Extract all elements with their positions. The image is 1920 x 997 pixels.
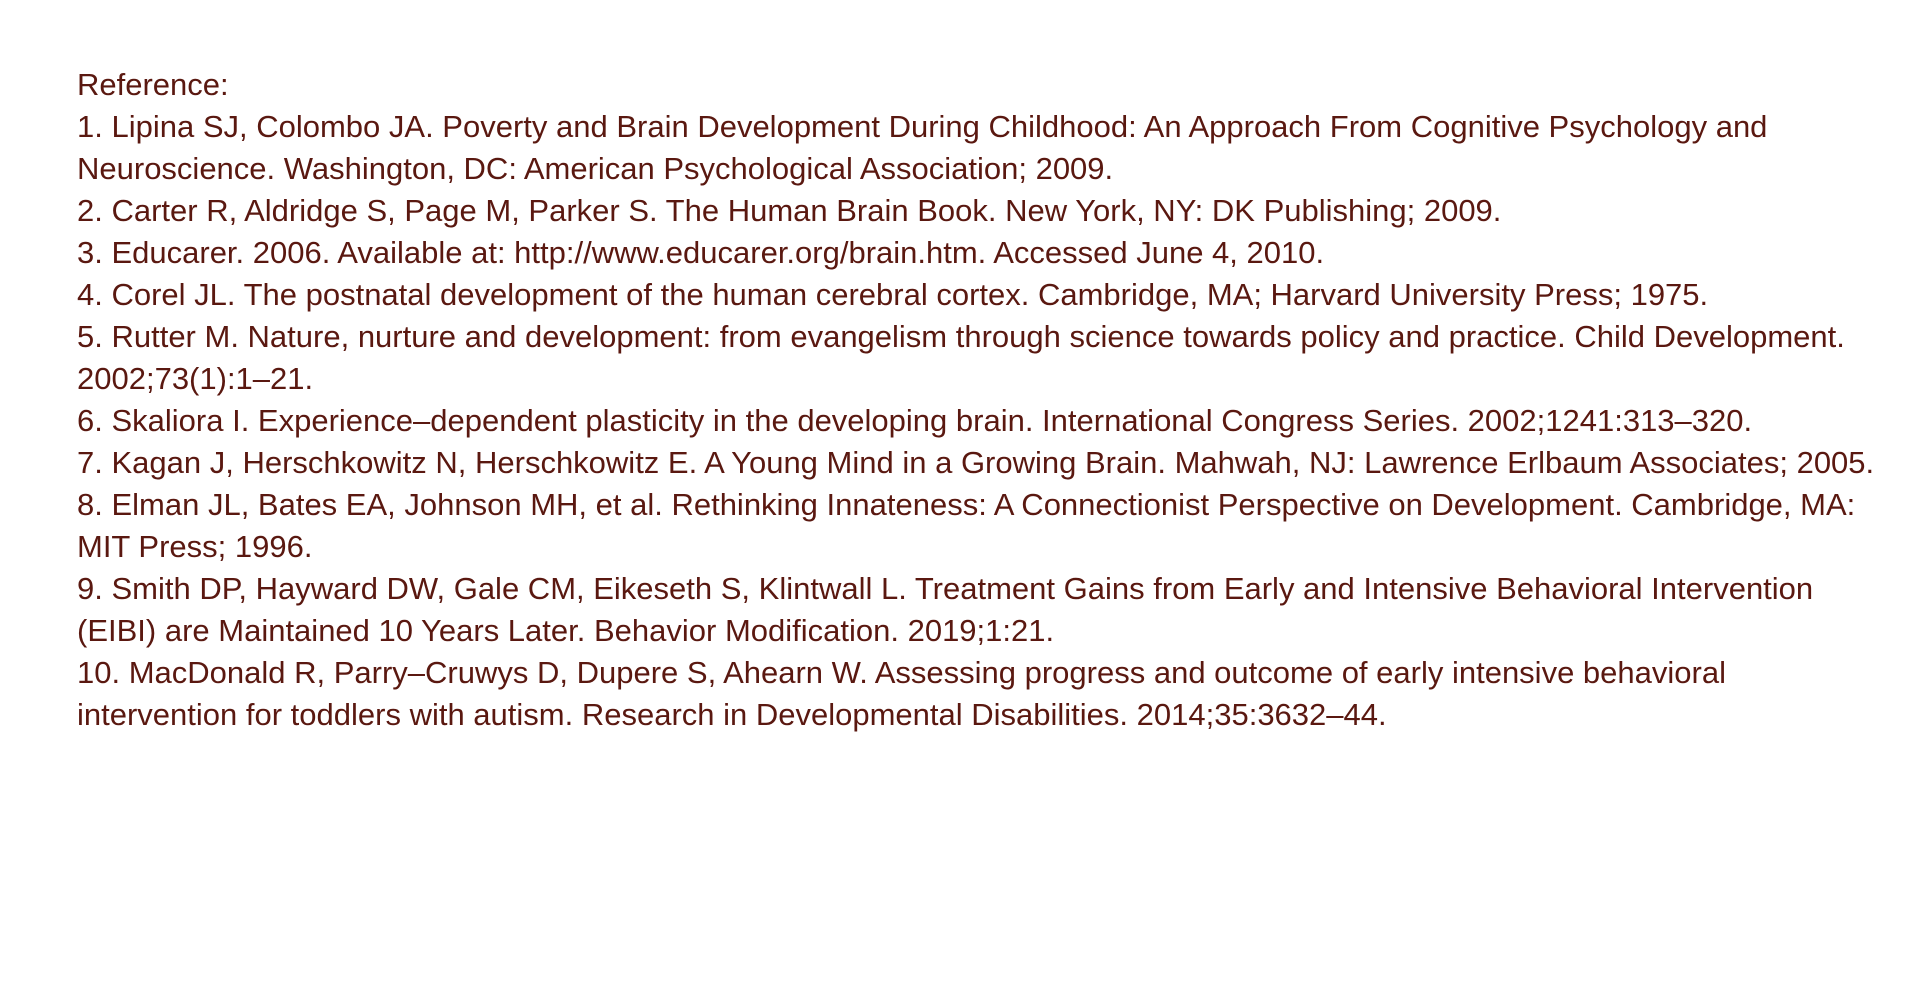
- reference-item-7: 7. Kagan J, Herschkowitz N, Herschkowitz E. A Young Mind in a Growing Brain. Mahwah, NJ: Lawrence Erlbaum Associates; 2005.: [77, 445, 1875, 480]
- reference-heading: Reference:: [77, 67, 229, 102]
- reference-item-10: 10. MacDonald R, Parry–Cruwys D, Dupere S, Ahearn W. Assessing progress and outcome of early intensive behavioral intervention for toddlers with autism. Research in Developmental Disabilities. 2014;35:3632–44.: [77, 655, 1726, 732]
- reference-item-1: 1. Lipina SJ, Colombo JA. Poverty and Brain Development During Childhood: An Approach From Cognitive Psychology and Neuroscience. Washington, DC: American Psychological Association; 2009.: [77, 109, 1768, 186]
- reference-item-4: 4. Corel JL. The postnatal development of the human cerebral cortex. Cambridge, MA; Harvard University Press; 1975.: [77, 277, 1709, 312]
- reference-item-9: 9. Smith DP, Hayward DW, Gale CM, Eikeseth S, Klintwall L. Treatment Gains from Early and Intensive Behavioral Intervention (EIBI) are Maintained 10 Years Later. Behavior Modification. 2019;1:21.: [77, 571, 1814, 648]
- reference-item-3: 3. Educarer. 2006. Available at: http://www.educarer.org/brain.htm. Accessed June 4, 2010.: [77, 235, 1325, 270]
- reference-item-5: 5. Rutter M. Nature, nurture and development: from evangelism through science towards policy and practice. Child Development. 2002;73(1):1–21.: [77, 319, 1845, 396]
- reference-item-6: 6. Skaliora I. Experience–dependent plasticity in the developing brain. International Congress Series. 2002;1241:313–320.: [77, 403, 1753, 438]
- reference-list: [77, 64, 1880, 736]
- reference-item-2: 2. Carter R, Aldridge S, Page M, Parker S. The Human Brain Book. New York, NY: DK Publishing; 2009.: [77, 193, 1502, 228]
- reference-item-8: 8. Elman JL, Bates EA, Johnson MH, et al. Rethinking Innateness: A Connectionist Perspective on Development. Cambridge, MA: MIT Press; 1996.: [77, 487, 1856, 564]
